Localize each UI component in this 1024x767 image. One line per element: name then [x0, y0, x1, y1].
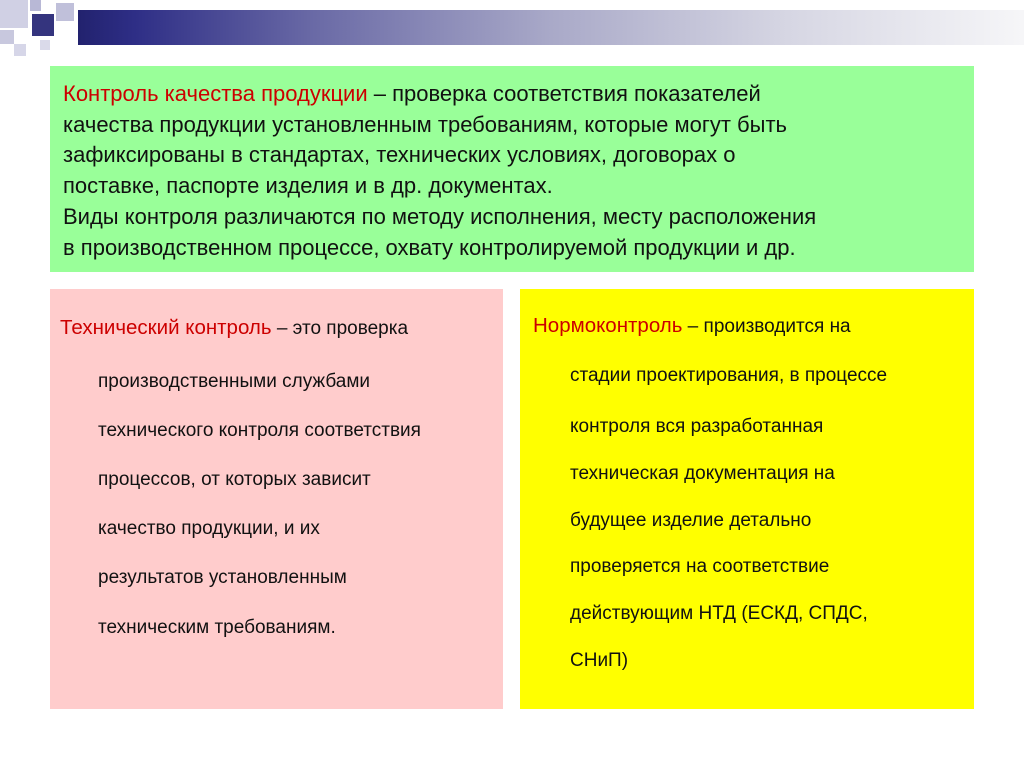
- technical-control-line-4: качество продукции, и их: [98, 518, 320, 539]
- normcontrol-line-4: будущее изделие детально: [570, 510, 812, 531]
- definition-line-6: в производственном процессе, охвату контролируемой продукции и др.: [63, 234, 796, 260]
- normcontrol-line-1: стадии проектирования, в процессе: [570, 365, 888, 386]
- technical-control-line-1: производственными службами: [98, 371, 371, 392]
- normcontrol-box: [520, 289, 974, 709]
- normcontrol-line-7: СНиП): [570, 650, 629, 671]
- technical-control-box: [50, 289, 503, 709]
- technical-control-term: Технический контроль: [60, 316, 272, 339]
- normcontrol-heading: Нормоконтроль – производится на: [533, 314, 851, 337]
- normcontrol-line-6: действующим НТД (ЕСКД, СПДС,: [570, 603, 868, 624]
- technical-control-heading: Технический контроль – это проверка: [60, 316, 409, 339]
- definition-line-3: зафиксированы в стандартах, технических условиях, договорах о: [63, 142, 736, 168]
- definition-line-2: качества продукции установленным требованиям, которые могут быть: [63, 111, 788, 137]
- normcontrol-line-2: контроля вся разработанная: [570, 416, 824, 437]
- normcontrol-line-5: проверяется на соответствие: [570, 556, 830, 577]
- normcontrol-term: Нормоконтроль: [533, 314, 683, 337]
- definition-line-4: поставке, паспорте изделия и в др. документах.: [63, 173, 553, 199]
- header-gradient-bar: [78, 10, 1024, 45]
- technical-control-line-6: техническим требованиям.: [98, 617, 336, 638]
- definition-box: [50, 66, 974, 272]
- technical-control-line-3: процессов, от которых зависит: [98, 469, 371, 490]
- definition-line-5: Виды контроля различаются по методу исполнения, месту расположения: [63, 203, 817, 229]
- definition-term: Контроль качества продукции: [63, 81, 368, 106]
- technical-control-line-2: технического контроля соответствия: [98, 420, 421, 441]
- definition-line-1: Контроль качества продукции – проверка соответствия показателей: [63, 81, 761, 106]
- technical-control-line-5: результатов установленным: [98, 567, 347, 588]
- normcontrol-line-3: техническая документация на: [570, 463, 835, 484]
